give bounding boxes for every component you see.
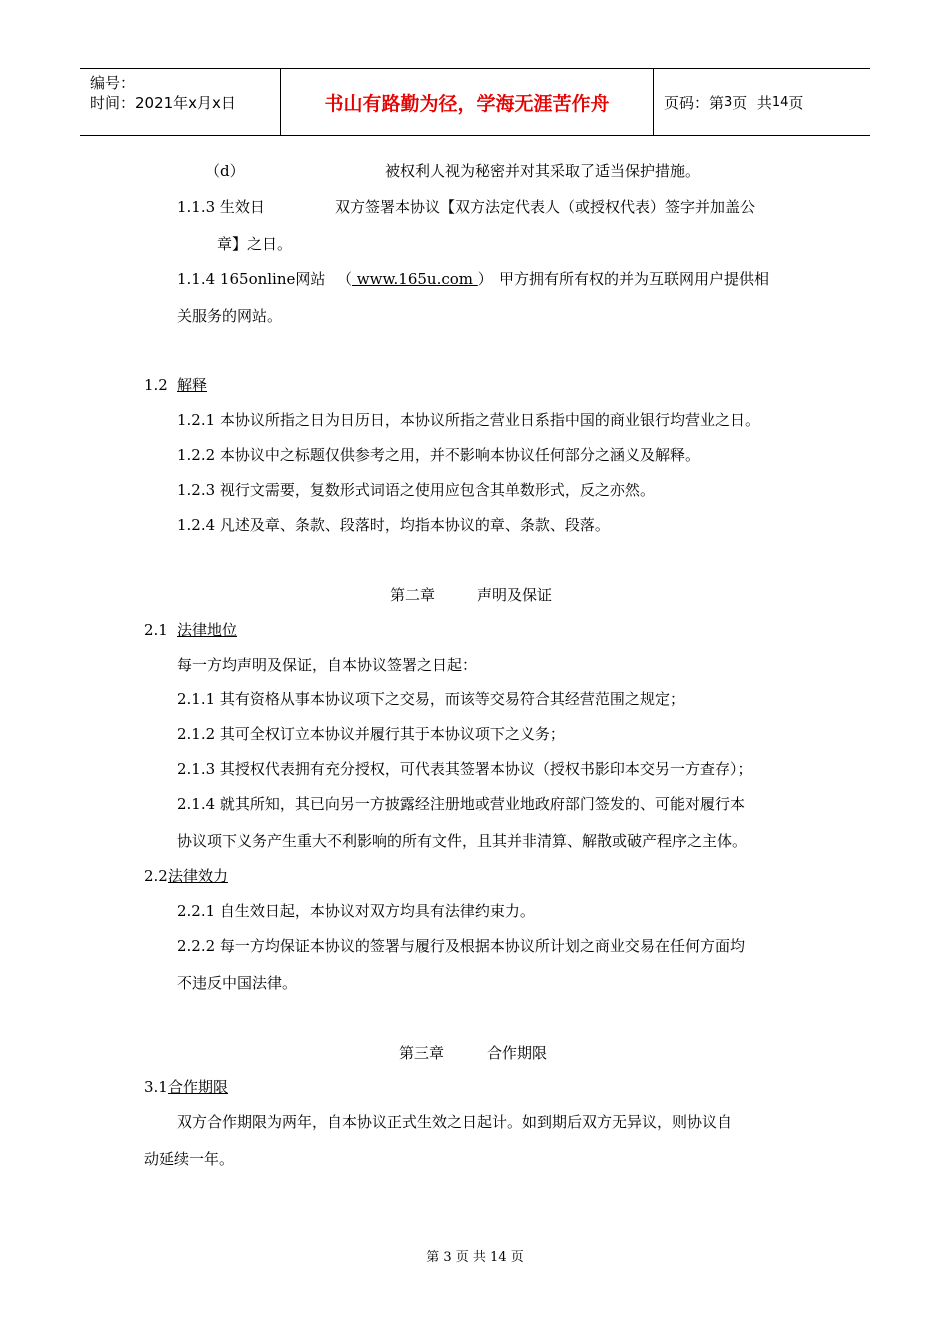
- clause-1-2-1: 1.2.1 本协议所指之日为日历日，本协议所指之营业日系指中国的商业银行均营业之日。: [177, 411, 760, 429]
- page-current: 3: [724, 94, 733, 110]
- section-2-1-intro: 每一方均声明及保证，自本协议签署之日起：: [177, 656, 478, 674]
- item-d-text: 被权利人视为秘密并对其采取了适当保护措施。: [385, 162, 701, 180]
- chapter-3-number: 第三章: [399, 1044, 445, 1062]
- def-114-cont: 关服务的网站。: [177, 307, 283, 325]
- def-114-term: 1.1.4 165online网站: [177, 270, 326, 288]
- def-114-link-line: [337, 269, 493, 289]
- section-2-1-number: 2.1: [144, 621, 168, 639]
- def-113-term: 1.1.3 生效日: [177, 198, 265, 216]
- clause-1-2-4: 1.2.4 凡述及章、条款、段落时，均指本协议的章、条款、段落。: [177, 516, 610, 534]
- header-meta-cell: [80, 69, 280, 135]
- clause-1-2-2: 1.2.2 本协议中之标题仅供参考之用，并不影响本协议任何部分之涵义及解释。: [177, 446, 700, 464]
- section-2-1-title: 法律地位: [177, 621, 238, 639]
- def-114-text: 甲方拥有所有权的并为互联网用户提供相: [499, 270, 770, 288]
- section-2-2-number: 2.2: [144, 867, 168, 885]
- page-suffix: 页: [788, 93, 804, 112]
- section-2-2-title: 法律效力: [168, 867, 229, 885]
- clause-2-1-4-line1: 2.1.4 就其所知，其已向另一方披露经注册地或营业地政府部门签发的、可能对履行本: [177, 795, 745, 813]
- section-3-1-number: 3.1: [144, 1078, 168, 1096]
- chapter-2-number: 第二章: [390, 586, 436, 604]
- clause-2-1-3: 2.1.3 其授权代表拥有充分授权，可代表其签署本协议（授权书影印本交另一方查存）；: [177, 760, 753, 778]
- chapter-3-title: 合作期限: [487, 1044, 548, 1062]
- section-3-1-title: 合作期限: [168, 1078, 229, 1096]
- clause-2-1-1: 2.1.1 其有资格从事本协议项下之交易，而该等交易符合其经营范围之规定；: [177, 690, 685, 708]
- paren-open: （: [337, 270, 353, 288]
- clause-3-1-line1: 双方合作期限为两年，自本协议正式生效之日起计。如到期后双方无异议，则协议自: [177, 1113, 733, 1131]
- page-mid: 页 共: [732, 93, 772, 112]
- header-motto: 书山有路勤为径，学海无涯苦作舟: [280, 69, 654, 135]
- clause-2-1-2: 2.1.2 其可全权订立本协议并履行其于本协议项下之义务；: [177, 725, 565, 743]
- header-page-indicator: [654, 69, 870, 135]
- def-113-text: 双方签署本协议【双方法定代表人（或授权代表）签字并加盖公: [335, 198, 756, 216]
- section-1-2-title: 解释: [177, 376, 208, 394]
- section-1-2-number: 1.2: [144, 376, 168, 394]
- page-footer: 第 3 页 共 14 页: [426, 1250, 524, 1265]
- clause-2-2-1: 2.2.1 自生效日起，本协议对双方均具有法律约束力。: [177, 902, 535, 920]
- def-113-cont: 章】之日。: [217, 235, 293, 253]
- clause-2-1-4-line2: 协议项下义务产生重大不利影响的所有文件，且其并非清算、解散或破产程序之主体。: [177, 832, 748, 850]
- website-link[interactable]: www.165u.com: [352, 270, 478, 288]
- clause-3-1-line2: 动延续一年。: [144, 1150, 235, 1168]
- chapter-2-title: 声明及保证: [477, 586, 553, 604]
- clause-1-2-3: 1.2.3 视行文需要，复数形式词语之使用应包含其单数形式，反之亦然。: [177, 481, 655, 499]
- paren-close: ）: [477, 270, 493, 288]
- page-prefix: 页码：第: [664, 93, 725, 112]
- page-total: 14: [771, 94, 789, 110]
- number-label: 编号：: [90, 74, 136, 92]
- time-label: 时间：2021年x月x日: [90, 94, 236, 112]
- page-header-table: [80, 68, 870, 136]
- clause-2-2-2-line2: 不违反中国法律。: [177, 974, 298, 992]
- clause-2-2-2-line1: 2.2.2 每一方均保证本协议的签署与履行及根据本协议所计划之商业交易在任何方面均: [177, 937, 745, 955]
- item-d-label: （d）: [205, 162, 245, 180]
